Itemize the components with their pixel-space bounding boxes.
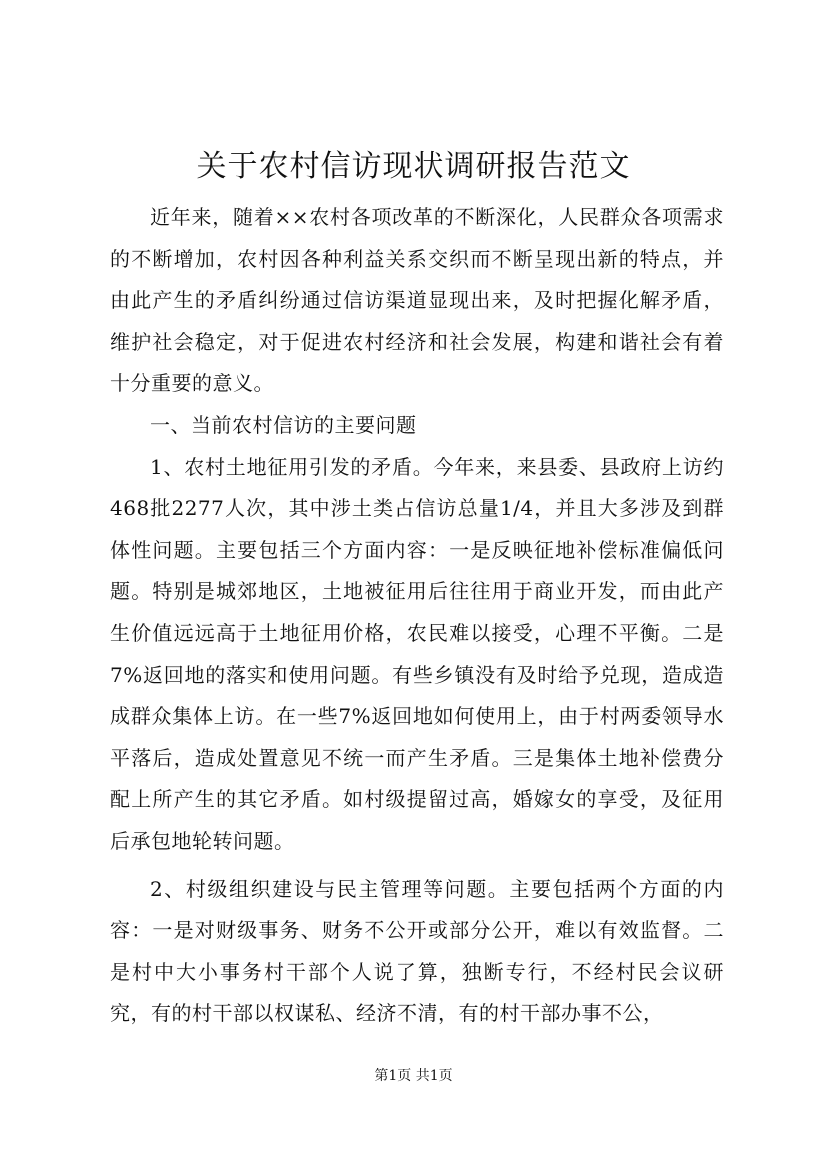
document-title: 关于农村信访现状调研报告范文 xyxy=(196,149,631,184)
intro-paragraph: 近年来，随着××农村各项改革的不断深化，人民群众各项需求的不断增加，农村因各种利益关系交织而不断呈现出新的特点，并由此产生的矛盾纠纷通过信访渠道显现出来，及时把握化解矛盾，维护社会稳定，对于促进农村经济和社会发展，构建和谐社会有着十分重要的意义。 xyxy=(110,205,724,396)
page-footer: 第1页 共1页 xyxy=(374,1068,453,1084)
issue-2-paragraph: 2、村级组织建设与民主管理等问题。主要包括两个方面的内容：一是对财级事务、财务不公开或部分公开，难以有效监督。二是村中大小事务村干部个人说了算，独断专行，不经村民会议研究，有的村干部以权谋私、经济不清，有的村干部办事不公， xyxy=(110,876,724,1026)
issue-1-paragraph: 1、农村土地征用引发的矛盾。今年来，来县委、县政府上访约468批2277人次，其中涉土类占信访总量1/4，并且大多涉及到群体性问题。主要包括三个方面内容：一是反映征地补偿标准偏低问题。特别是城郊地区，土地被征用后往往用于商业开发，而由此产生价值远远高于土地征用价格，农民难以接受，心理不平衡。二是7%返回地的落实和使用问题。有些乡镇没有及时给予兑现，造成造成群众集体上访。在一些7%返回地如何使用上，由于村两委领导水平落后，造成处置意见不统一而产生矛盾。三是集体土地补偿费分配上所产生的其它矛盾。如村级提留过高，婚嫁女的享受，及征用后承包地轮转问题。 xyxy=(110,454,724,853)
section-heading: 一、当前农村信访的主要问题 xyxy=(150,412,417,437)
document-body xyxy=(110,197,724,1035)
